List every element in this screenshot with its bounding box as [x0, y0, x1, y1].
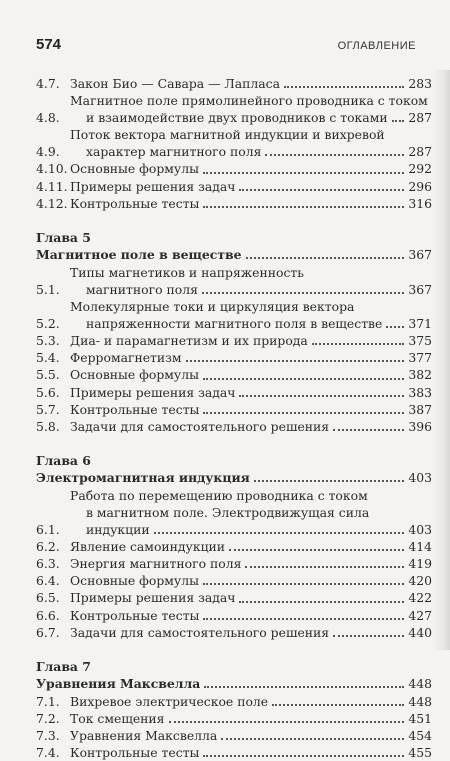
dot-leader — [392, 119, 405, 122]
entry-title-line: характер магнитного поля — [86, 144, 262, 160]
entry-body — [70, 555, 432, 572]
entry-body — [70, 418, 432, 435]
entry-last-line — [70, 332, 432, 349]
chapter-title-body — [36, 246, 432, 263]
entry-last-line — [70, 195, 432, 212]
entry-last-line — [70, 624, 432, 641]
entry-number: 7.3. — [36, 728, 60, 743]
toc-entry[interactable] — [36, 607, 432, 624]
entry-number: 6.1. — [36, 522, 60, 538]
dot-leader — [254, 479, 405, 482]
entry-page: 383 — [408, 384, 432, 400]
entry-body — [70, 195, 432, 212]
entry-page: 454 — [408, 728, 432, 743]
entry-body — [70, 607, 432, 624]
toc-entry[interactable] — [36, 624, 432, 641]
page-header — [36, 36, 416, 53]
dot-leader — [203, 205, 404, 208]
entry-last-line — [70, 315, 432, 332]
entry-body — [70, 366, 432, 383]
entry-title-line: Основные формулы — [70, 161, 199, 177]
entry-page: 296 — [408, 178, 432, 194]
entry-title-line: Ферромагнетизм — [70, 350, 182, 366]
entry-title-line: Вихревое электрическое поле — [70, 693, 269, 709]
entry-last-line — [70, 349, 432, 366]
entry-page: 287 — [408, 144, 432, 160]
entry-title-line: индукции — [86, 522, 150, 538]
entry-page: 287 — [408, 110, 432, 126]
chapter-page: 448 — [408, 675, 432, 691]
entry-last-line — [70, 538, 432, 555]
toc-entry[interactable] — [36, 487, 432, 538]
entry-number: 4.9. — [36, 144, 60, 160]
dot-leader — [239, 600, 404, 603]
toc-entry[interactable] — [36, 92, 432, 126]
entry-title-line: напряженности магнитного поля в веществе — [86, 316, 383, 332]
dot-leader — [284, 85, 404, 88]
entry-title-line: Энергия магнитного поля — [70, 556, 242, 572]
entry-body — [70, 332, 432, 349]
entry-last-line — [70, 744, 432, 761]
entry-body — [70, 572, 432, 589]
entry-page: 396 — [408, 418, 432, 434]
entry-number: 5.5. — [36, 367, 60, 383]
toc-entry[interactable] — [36, 264, 432, 298]
entry-last-line — [70, 366, 432, 383]
entry-body — [70, 92, 432, 126]
entry-title-line: Уравнения Максвелла — [70, 728, 218, 743]
toc-entry[interactable] — [36, 744, 432, 761]
entry-last-line — [70, 555, 432, 572]
entry-last-line — [70, 143, 432, 160]
entry-body — [70, 75, 432, 92]
entry-body — [70, 693, 432, 710]
chapter-label: Глава 7 — [36, 658, 91, 674]
dot-leader — [204, 685, 404, 688]
entry-page: 451 — [408, 710, 432, 726]
dot-leader — [265, 153, 404, 156]
entry-page: 403 — [408, 522, 432, 538]
dot-leader — [333, 634, 404, 637]
entry-body — [70, 727, 432, 744]
entry-last-line — [70, 521, 432, 538]
toc-entry[interactable] — [36, 160, 432, 177]
entry-page: 382 — [408, 367, 432, 383]
entry-number: 7.1. — [36, 693, 60, 709]
entry-title-line: Примеры решения задач — [70, 384, 236, 400]
dot-leader — [312, 342, 405, 345]
facing-page-shadow — [434, 70, 450, 650]
entry-title-line: Контрольные тесты — [70, 607, 200, 623]
entry-page: 414 — [408, 539, 432, 555]
toc-entry[interactable] — [36, 555, 432, 572]
entry-title-line: Примеры решения задач — [70, 178, 236, 194]
entry-number: 4.8. — [36, 110, 60, 126]
dot-leader — [203, 411, 404, 414]
chapter-title: Магнитное поле в веществе — [36, 246, 242, 262]
dot-leader — [203, 582, 404, 585]
chapter-title-row[interactable] — [36, 675, 432, 692]
entry-title-line: Явление самоиндукции — [70, 539, 226, 555]
entry-number: 7.2. — [36, 710, 60, 726]
entry-page: 420 — [408, 573, 432, 589]
entry-last-line — [70, 418, 432, 435]
entry-body — [70, 589, 432, 606]
entry-body — [70, 178, 432, 195]
entry-body — [70, 349, 432, 366]
chapter-title-body — [36, 675, 432, 692]
chapter-title-line — [36, 246, 432, 263]
entry-page: 316 — [408, 195, 432, 211]
chapter-page: 367 — [408, 246, 432, 262]
dot-leader — [386, 325, 404, 328]
chapter-label: Глава 6 — [36, 452, 91, 468]
toc-entry[interactable] — [36, 418, 432, 435]
entry-title-line: Работа по перемещению проводника с током — [70, 487, 368, 503]
dot-leader — [203, 617, 404, 620]
entry-number: 4.7. — [36, 76, 60, 91]
toc-entry[interactable] — [36, 126, 432, 160]
entry-body — [70, 126, 432, 160]
entry-title-line: Задачи для самостоятельного решения — [70, 624, 330, 640]
dot-leader — [202, 291, 404, 294]
entry-title-line: Основные формулы — [70, 367, 199, 383]
entry-number: 5.3. — [36, 333, 60, 349]
entry-last-line — [70, 401, 432, 418]
entry-title-line: Контрольные тесты — [70, 745, 200, 761]
entry-number: 5.4. — [36, 350, 60, 366]
toc-entry[interactable] — [36, 178, 432, 195]
entry-title-line: Контрольные тесты — [70, 195, 200, 211]
entry-title-line: Закон Био — Савара — Лапласа — [70, 76, 280, 91]
entry-page: 371 — [408, 316, 432, 332]
entry-title-line: Типы магнетиков и напряженность — [70, 264, 305, 280]
entry-last-line — [70, 178, 432, 195]
chapter-title-line — [36, 469, 432, 486]
entry-last-line — [70, 572, 432, 589]
entry-last-line — [70, 281, 432, 298]
entry-title-line: Диа- и парамагнетизм и их природа — [70, 333, 308, 349]
entry-last-line — [70, 109, 432, 126]
entry-page: 375 — [408, 333, 432, 349]
entry-title-line: магнитного поля — [86, 281, 198, 297]
entry-title-line: Контрольные тесты — [70, 401, 200, 417]
entry-number: 6.2. — [36, 539, 60, 555]
entry-last-line — [70, 160, 432, 177]
dot-leader — [239, 188, 404, 191]
chapter-label: Глава 5 — [36, 229, 91, 245]
toc-entry[interactable] — [36, 710, 432, 727]
entry-title-line: Примеры решения задач — [70, 590, 236, 606]
entry-last-line — [70, 607, 432, 624]
entry-number: 7.4. — [36, 745, 60, 761]
entry-page: 367 — [408, 281, 432, 297]
entry-body — [70, 624, 432, 641]
dot-leader — [203, 171, 404, 174]
toc-entry[interactable] — [36, 298, 432, 332]
entry-number: 4.11. — [36, 178, 68, 194]
chapter-title-line — [36, 675, 432, 692]
chapter-title-row[interactable] — [36, 246, 432, 263]
entry-number: 6.3. — [36, 556, 60, 572]
entry-title-line: в магнитном поле. Электродвижущая сила — [86, 504, 370, 520]
entry-body — [70, 710, 432, 727]
dot-leader — [245, 565, 404, 568]
entry-last-line — [70, 693, 432, 710]
entry-title-line: Основные формулы — [70, 573, 199, 589]
entry-title-line: Задачи для самостоятельного решения — [70, 418, 330, 434]
entry-body — [70, 538, 432, 555]
entry-body — [70, 160, 432, 177]
entry-title-line: Молекулярные токи и циркуляция вектора — [70, 299, 355, 315]
entry-page: 440 — [408, 624, 432, 640]
entry-last-line — [70, 75, 432, 92]
entry-page: 387 — [408, 401, 432, 417]
chapter-title: Уравнения Максвелла — [36, 675, 201, 691]
entry-body — [70, 744, 432, 761]
entry-number: 5.8. — [36, 418, 60, 434]
toc-entry[interactable] — [36, 349, 432, 366]
dot-leader — [272, 703, 404, 706]
toc-entry[interactable] — [36, 538, 432, 555]
entry-number: 5.6. — [36, 384, 60, 400]
entry-last-line — [70, 589, 432, 606]
entry-page: 427 — [408, 607, 432, 623]
entry-title-line: и взаимодействие двух проводников с токами — [86, 110, 388, 126]
entry-number: 5.7. — [36, 401, 60, 417]
entry-page: 448 — [408, 693, 432, 709]
entry-last-line — [70, 727, 432, 744]
dot-leader — [203, 377, 404, 380]
entry-page: 422 — [408, 590, 432, 606]
toc-entry[interactable] — [36, 693, 432, 710]
toc-entry[interactable] — [36, 366, 432, 383]
toc-entry[interactable] — [36, 75, 432, 92]
dot-leader — [203, 754, 404, 757]
entry-title-line: Ток смещения — [70, 710, 165, 726]
entry-page: 283 — [408, 76, 432, 91]
entry-number: 4.12. — [36, 195, 68, 211]
entry-title-line: Поток вектора магнитной индукции и вихревой — [70, 127, 385, 143]
entry-page: 455 — [408, 745, 432, 761]
toc-entry[interactable] — [36, 589, 432, 606]
entry-number: 5.1. — [36, 281, 60, 297]
entry-number: 6.6. — [36, 607, 60, 623]
entry-body — [70, 264, 432, 298]
toc-entry[interactable] — [36, 195, 432, 212]
chapter-title-row[interactable] — [36, 469, 432, 486]
dot-leader — [154, 531, 405, 534]
entry-number: 6.5. — [36, 590, 60, 606]
dot-leader — [239, 394, 404, 397]
entry-page: 377 — [408, 350, 432, 366]
dot-leader — [229, 548, 404, 551]
entry-number: 6.4. — [36, 573, 60, 589]
entry-body — [70, 487, 432, 538]
chapter-title: Электромагнитная индукция — [36, 469, 250, 485]
toc-entry[interactable] — [36, 401, 432, 418]
toc-entry[interactable] — [36, 332, 432, 349]
page-number: 574 — [36, 36, 62, 53]
dot-leader — [333, 428, 404, 431]
entry-body — [70, 401, 432, 418]
toc-entry[interactable] — [36, 727, 432, 744]
toc-entry[interactable] — [36, 384, 432, 401]
toc-entry[interactable] — [36, 572, 432, 589]
entry-number: 6.7. — [36, 624, 60, 640]
dot-leader — [186, 359, 405, 362]
dot-leader — [169, 720, 405, 723]
entry-title-line: Магнитное поле прямолинейного проводника с током — [70, 93, 428, 109]
entry-body — [70, 384, 432, 401]
running-title: ОГЛАВЛЕНИЕ — [337, 40, 416, 52]
table-of-contents — [36, 75, 432, 761]
dot-leader — [246, 256, 405, 259]
chapter-page: 403 — [408, 469, 432, 485]
entry-page: 292 — [408, 161, 432, 177]
entry-last-line — [70, 384, 432, 401]
chapter-title-body — [36, 469, 432, 486]
entry-page: 419 — [408, 556, 432, 572]
entry-last-line — [70, 710, 432, 727]
entry-number: 4.10. — [36, 161, 68, 177]
entry-body — [70, 298, 432, 332]
entry-number: 5.2. — [36, 316, 60, 332]
